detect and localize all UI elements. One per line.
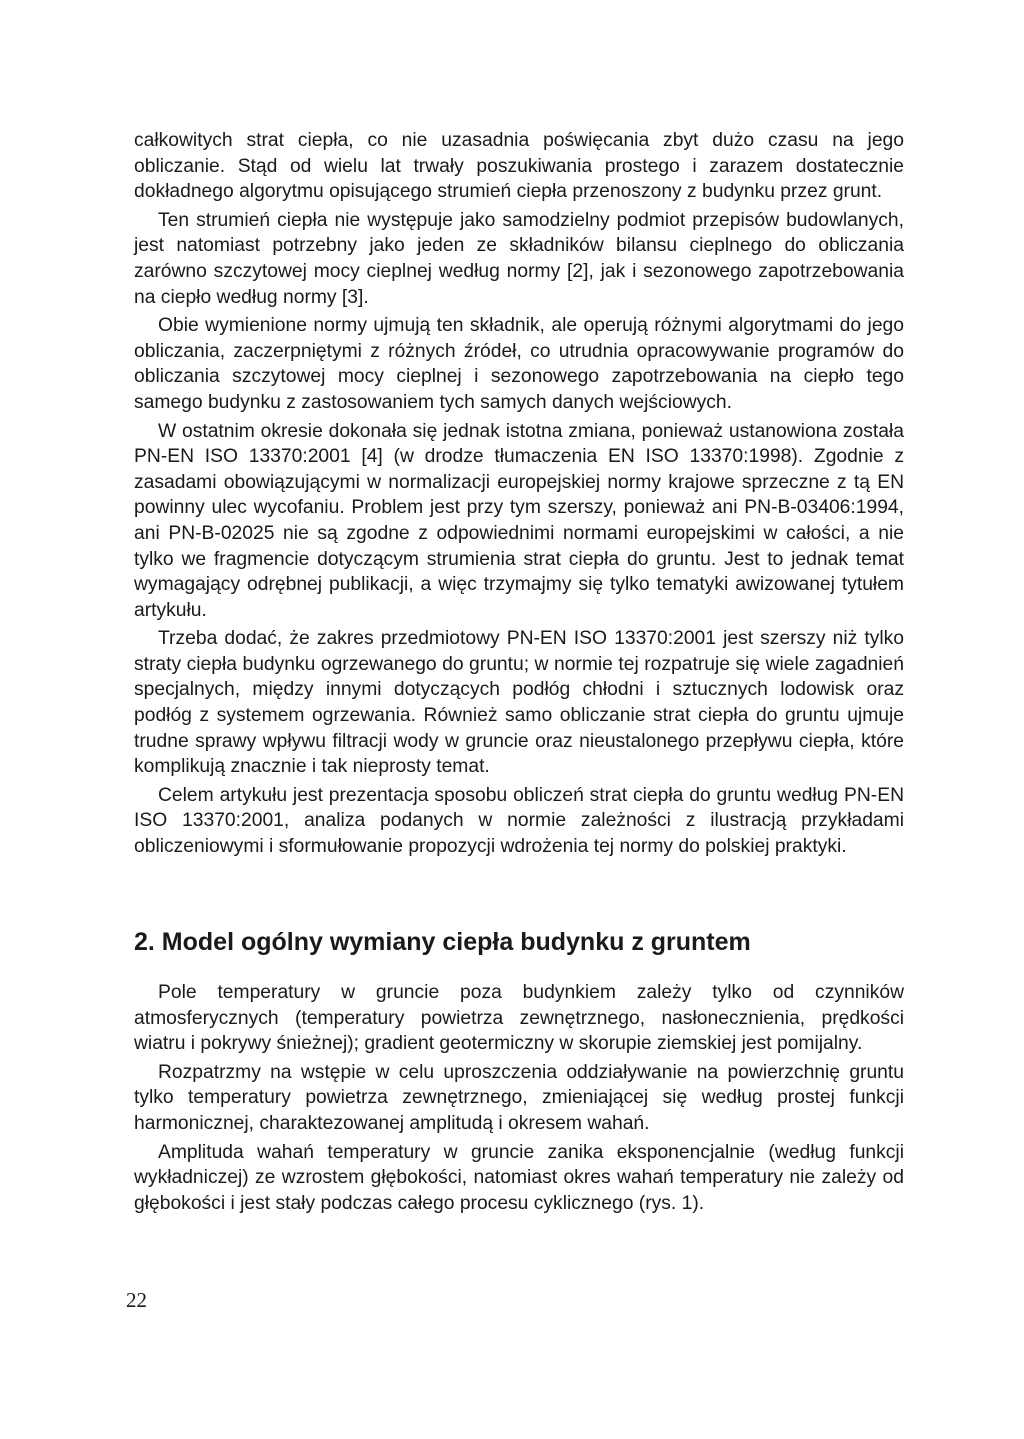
paragraph: Trzeba dodać, że zakres przedmiotowy PN-EN ISO 13370:2001 jest szerszy niż tylko straty ciepła budynku ogrzewanego do gruntu; w normie tej rozpatruje się wiele zagadnień specjalnych, między innymi dotyczących podłóg chłodni i sztucznych lodowisk oraz podłóg z systemem ogrzewania. Również samo obliczanie strat ciepła do gruntu ujmuje trudne sprawy wpływu filtracji wody w gruncie oraz nieustalonego przepływu ciepła, które komplikują znacznie i tak nieprosty temat.	[134, 628, 904, 778]
paragraph: Amplituda wahań temperatury w gruncie zanika eksponencjalnie (według funkcji wykładniczej) ze wzrostem głębokości, natomiast okres wahań temperatury nie zależy od głębokości i jest stały podczas całego procesu cyklicznego (rys. 1).	[134, 1141, 904, 1214]
body-text-top	[134, 128, 904, 863]
paragraph: Rozpatrzmy na wstępie w celu uproszczenia oddziaływanie na powierzchnię gruntu tylko temperatury powietrza zewnętrznego, zmieniającej się według prostej funkcji harmonicznej, charaktezowanej amplitudą i okresem wahań.	[134, 1061, 904, 1134]
page-number: 22	[126, 1288, 147, 1312]
section-heading: 2. Model ogólny wymiany ciepła budynku z gruntem	[134, 928, 751, 956]
body-text-bottom	[134, 980, 904, 1219]
paragraph: Obie wymienione normy ujmują ten składnik, ale operują różnymi algorytmami do jego obliczania, zaczerpniętymi z różnych źródeł, co utrudnia opracowywanie programów do obliczania szczytowej mocy cieplnej i sezonowego zapotrzebowania na ciepło tego samego budynku z zastosowaniem tych samych danych wejściowych.	[134, 315, 904, 413]
paragraph: Ten strumień ciepła nie występuje jako samodzielny podmiot przepisów budowlanych, jest natomiast potrzebny jako jeden ze składników bilansu cieplnego do obliczania zarówno szczytowej mocy cieplnej według normy [2], jak i sezonowego zapotrzebowania na ciepło według normy [3].	[134, 209, 904, 308]
paragraph: Pole temperatury w gruncie poza budynkiem zależy tylko od czynników atmosferycznych (temperatury powietrza zewnętrznego, nasłonecznienia, prędkości wiatru i pokrywy śnieżnej); gradient geotermiczny w skorupie ziemskiej jest pomijalny.	[134, 982, 904, 1055]
paragraph: Celem artykułu jest prezentacja sposobu obliczeń strat ciepła do gruntu według PN-EN ISO 13370:2001, analiza podanych w normie zależności z ilustracją przykładami obliczeniowymi i sformułowanie propozycji wdrożenia tej normy do polskiej praktyki.	[134, 784, 904, 858]
paragraph: W ostatnim okresie dokonała się jednak istotna zmiana, ponieważ ustanowiona została PN-EN ISO 13370:2001 [4] (w drodze tłumaczenia EN ISO 13370:1998). Zgodnie z zasadami obowiązującymi w normalizacji europejskiej normy krajowe sprzeczne z tą EN powinny ulec wycofaniu. Problem jest przy tym szerszy, ponieważ ani PN-B-03406:1994, ani PN-B-02025 nie są zgodne z odpowiednimi normami europejskimi w całości, a nie tylko we fragmencie dotyczącym strumienia strat ciepła do gruntu. Jest to jednak temat wymagający odrębnej publikacji, a więc trzymajmy się tylko tematyki awizowanej tytułem artykułu.	[134, 420, 904, 621]
paragraph-continuation: całkowitych strat ciepła, co nie uzasadnia poświęcania zbyt dużo czasu na jego obliczanie. Stąd od wielu lat trwały poszukiwania prostego i zarazem dostatecznie dokładnego algorytmu opisującego strumień ciepła przenoszony z budynku przez grunt.	[134, 130, 904, 203]
